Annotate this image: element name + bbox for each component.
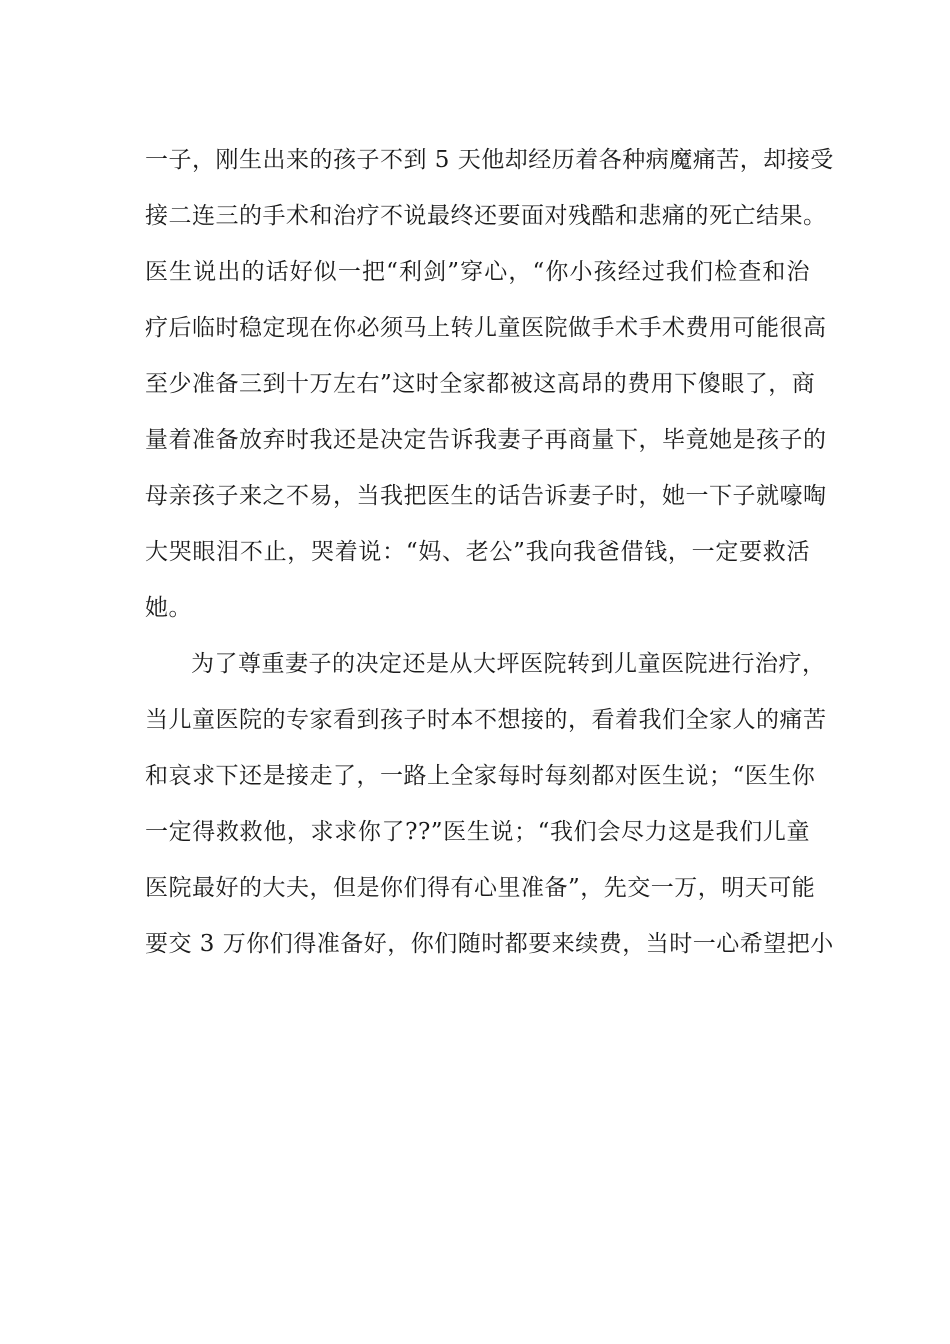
text-line: 一定得救救他，求求你了??”医生说；“我们会尽力这是我们儿童 — [145, 819, 810, 845]
text-line: 大哭眼泪不止，哭着说：“妈、老公”我向我爸借钱，一定要救活 — [145, 539, 810, 565]
text-line: 要交 3 万你们得准备好，你们随时都要来续费，当时一心希望把小 — [145, 931, 834, 957]
text-line: 医院最好的大夫，但是你们得有心里准备”，先交一万，明天可能 — [145, 875, 816, 901]
body-text — [145, 132, 834, 972]
text-line: 她。 — [145, 595, 192, 621]
text-line: 母亲孩子来之不易，当我把医生的话告诉妻子时，她一下子就嚎啕 — [145, 483, 827, 509]
text-line: 至少准备三到十万左右”这时全家都被这高昂的费用下傻眼了，商 — [145, 371, 816, 397]
text-line: 接二连三的手术和治疗不说最终还要面对残酷和悲痛的死亡结果。 — [145, 203, 827, 229]
text-line: 和哀求下还是接走了，一路上全家每时每刻都对医生说；“医生你 — [145, 763, 816, 789]
text-line: 疗后临时稳定现在你必须马上转儿童医院做手术手术费用可能很高 — [145, 315, 827, 341]
text-line: 量着准备放弃时我还是决定告诉我妻子再商量下，毕竟她是孩子的 — [145, 427, 827, 453]
text-line: 一子，刚生出来的孩子不到 5 天他却经历着各种病魔痛苦，却接受 — [145, 147, 834, 173]
paragraph-first-line: 为了尊重妻子的决定还是从大坪医院转到儿童医院进行治疗， — [191, 651, 826, 677]
text-line: 医生说出的话好似一把“利剑”穿心，“你小孩经过我们检查和治 — [145, 259, 810, 285]
text-line: 当儿童医院的专家看到孩子时本不想接的，看着我们全家人的痛苦 — [145, 707, 827, 733]
